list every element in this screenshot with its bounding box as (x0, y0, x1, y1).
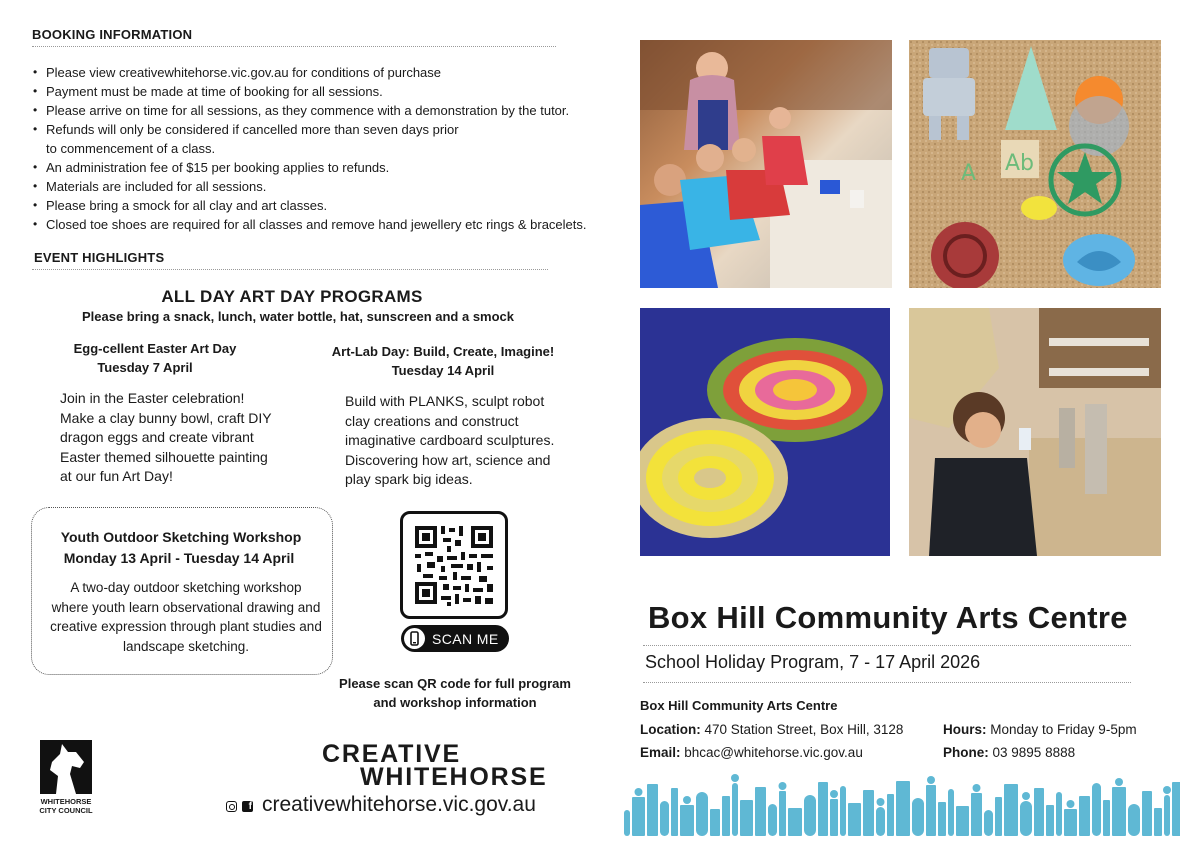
list-item: • Please view creativewhitehorse.vic.gov.au for conditions of purchase (46, 63, 612, 82)
events-heading: EVENT HIGHLIGHTS (34, 250, 165, 265)
list-item-continuation: to commencement of a class. (46, 141, 216, 156)
photo-woven-baskets (640, 308, 890, 556)
events-title: ALL DAY ART DAY PROGRAMS (161, 287, 423, 306)
list-item: • Payment must be made at time of booking for all sessions. (46, 82, 612, 101)
photo-child-sculpting (909, 308, 1161, 556)
youth-description: A two-day outdoor sketching workshop where youth learn observational drawing and creative expression through plant studies and landscape sketching. (50, 580, 322, 654)
program-dates: School Holiday Program, 7 - 17 April 2026 (645, 652, 981, 672)
email-row (640, 745, 863, 760)
hours-label: Hours: (943, 722, 987, 737)
photo-pottery-class (640, 40, 892, 288)
horse-head-icon (40, 740, 92, 794)
easter-title: Egg-cellent Easter Art Day (73, 341, 237, 356)
council-name-2: CITY COUNCIL (39, 806, 93, 815)
list-item: • Refunds will only be considered if cancelled more than seven days prior (46, 120, 612, 139)
location-row (640, 722, 903, 737)
photo-clay-creations (909, 40, 1161, 288)
artlab-title: Art-Lab Day: Build, Create, Imagine! (331, 344, 555, 359)
location-label: Location: (640, 722, 701, 737)
skyline-decoration (622, 770, 1180, 836)
qr-pattern (403, 514, 505, 616)
booking-heading: BOOKING INFORMATION (32, 27, 193, 42)
instagram-icon[interactable] (226, 801, 237, 812)
easter-description: Join in the Easter celebration! Make a clay bunny bowl, craft DIY dragon eggs and create vibrant Easter themed silhouette painting at our fun Art Day! (60, 390, 272, 484)
list-item: • Closed toe shoes are required for all classes and remove hand jewellery etc rings & bracelets. (46, 215, 612, 234)
divider (643, 682, 1131, 683)
email-value[interactable]: bhcac@whitehorse.vic.gov.au (684, 745, 863, 760)
divider (32, 46, 556, 47)
hours-value: Monday to Friday 9-5pm (990, 722, 1137, 737)
youth-title: Youth Outdoor Sketching Workshop (60, 529, 302, 545)
booking-list (32, 63, 612, 234)
council-name-1: WHITEHORSE (40, 797, 92, 806)
centre-name: Box Hill Community Arts Centre (640, 698, 838, 713)
youth-date: Monday 13 April - Tuesday 14 April (63, 550, 295, 566)
email-label: Email: (640, 745, 681, 760)
list-item: • Please arrive on time for all sessions, as they commence with a demonstration by the tutor. (46, 101, 612, 120)
list-item: • Please bring a smock for all clay and art classes. (46, 196, 612, 215)
qr-code[interactable] (400, 511, 508, 619)
list-item: • An administration fee of $15 per booking applies to refunds. (46, 158, 612, 177)
qr-caption-2: and workshop information (373, 695, 537, 710)
svg-text:Ab: Ab (1005, 151, 1035, 176)
easter-date: Tuesday 7 April (97, 360, 193, 375)
brand-line-1: CREATIVE (322, 740, 461, 768)
brand-line-2: WHITEHORSE (360, 763, 548, 791)
facebook-icon[interactable]: f (242, 801, 253, 812)
centre-title: Box Hill Community Arts Centre (648, 600, 1128, 635)
divider (643, 645, 1131, 646)
phone-label: Phone: (943, 745, 989, 760)
phone-row (943, 745, 1075, 760)
artlab-date: Tuesday 14 April (391, 363, 495, 378)
hours-row (943, 722, 1137, 737)
phone-icon (404, 628, 425, 649)
location-value: 470 Station Street, Box Hill, 3128 (704, 722, 904, 737)
scan-me-button[interactable] (401, 625, 509, 652)
list-item: • Materials are included for all sessions. (46, 177, 612, 196)
scan-me-label: SCAN ME (432, 631, 499, 647)
phone-value[interactable]: 03 9895 8888 (992, 745, 1076, 760)
artlab-description: Build with PLANKS, sculpt robot clay creations and construct imaginative cardboard sculptures. Discovering how art, science and play spark big ideas. (345, 393, 555, 487)
divider (32, 269, 548, 270)
council-logo (40, 740, 92, 794)
svg-text:A: A (961, 161, 977, 186)
brand-url[interactable]: creativewhitehorse.vic.gov.au (262, 793, 536, 816)
qr-caption-1: Please scan QR code for full program (339, 676, 571, 691)
events-subtitle: Please bring a snack, lunch, water bottle, hat, sunscreen and a smock (81, 309, 515, 324)
